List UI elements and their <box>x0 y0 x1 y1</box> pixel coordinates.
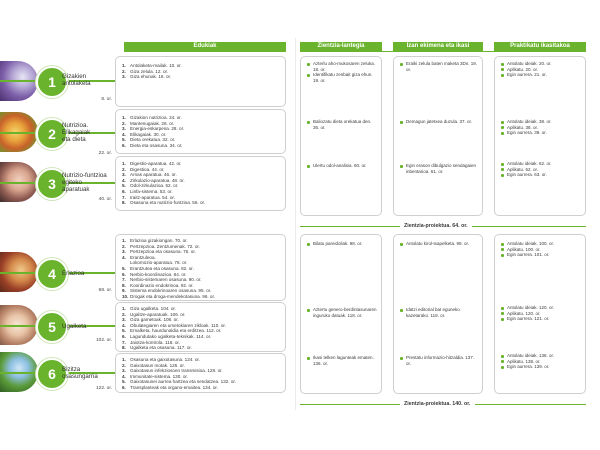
list-item: 4. Zirkulazio-aparatua. 48. or. <box>122 177 185 183</box>
praktikatu-column-bottom <box>494 234 586 394</box>
unit-4-number-badge: 4 <box>36 258 68 290</box>
list-item: Antolatu ideiak. 120. or. <box>501 305 581 311</box>
list-item: 2. Pertzepzioa. Zentzumenak. 72. or. <box>122 243 200 249</box>
list-item: Aplikatu. 120. or. <box>501 311 581 317</box>
list-item: 2. Mantenugaiak. 26. or. <box>122 120 175 126</box>
unit-2-page: 22. or. <box>98 151 112 156</box>
lantegia-unit-5 <box>307 307 377 318</box>
unit-5-title: Ugalketa <box>62 323 87 330</box>
praktikatu-unit-6 <box>501 353 581 370</box>
list-item: 7. Jaiotza-kontrola. 116. or. <box>122 339 180 345</box>
list-item: 1. Digestio-aparatua. 42. or. <box>122 161 182 166</box>
list-item: 6. Transplanteak eta organo-emaitea. 134. or. <box>122 384 218 390</box>
list-item: Demagun jatetxea duzula. 37. or. <box>400 119 478 125</box>
praktikatu-unit-2 <box>501 119 581 136</box>
list-item: 5. Gaixotasunei aurrea hartzea eta sendatzea. 132. or. <box>122 379 236 385</box>
list-item: 3. Gaixotasun infekziosoen transmisioa. 128. or. <box>122 368 223 374</box>
list-item: 3. Giza ehunak. 16. or. <box>122 74 172 80</box>
list-item: 1. Osasuna eta gaixotasuna. 124. or. <box>122 357 200 362</box>
list-item: 2. Giza zelula. 12. or. <box>122 68 169 74</box>
list-item: 10. Drogak eta droga-mendekotasuna. 96. or. <box>122 293 216 299</box>
ekimena-unit-2 <box>400 119 478 125</box>
list-item: Egin aurrera. 21. or. <box>501 72 581 78</box>
ekimena-column-top <box>393 56 483 216</box>
lantegia-column-top <box>300 56 382 216</box>
unit-3 <box>0 160 120 208</box>
list-item: Azterlu aho-mukosaren zeluka. 18. or. <box>307 61 377 72</box>
list-item: Aplikatu. 62. or. <box>501 167 581 173</box>
unit-2 <box>0 108 120 158</box>
list-item: Egin aurrera. 39. or. <box>501 130 581 136</box>
list-item: Idatzi editorial bat eguneko kazetarako. 119. or. <box>400 307 478 318</box>
list-item: Ikasi telken lagunteak ematen. 136. or. <box>307 355 377 366</box>
list-item: 4. Elikagaiak. 30. or. <box>122 131 167 137</box>
lantegia-unit-1 <box>307 61 377 83</box>
praktikatu-unit-5 <box>501 305 581 322</box>
list-item: 3. Pertzepzioa eta osasuna. 76. or. <box>122 249 196 255</box>
list-item: Aplikatu. 138. or. <box>501 359 581 365</box>
list-item: 5. Odol-zirkulazioa. 52. or. <box>122 183 179 189</box>
list-item: Egin aurrera. 101. or. <box>501 252 581 258</box>
list-item: 4. Immunitate-sistema. 130. or. <box>122 373 188 379</box>
list-item: Aztertu genero-berdintasunaren inguruko datuak. 118. or. <box>307 307 377 318</box>
project-2-banner <box>300 400 586 408</box>
unit-5-contents-box <box>115 302 286 352</box>
list-item: Antolatu ideiak. 138. or. <box>501 353 581 359</box>
list-item: Lokomozio-aparatua. 78. or. <box>130 260 188 266</box>
ekimena-unit-1 <box>400 61 478 72</box>
list-item: Egin aurrera. 63. or. <box>501 172 581 178</box>
praktikatu-column-top <box>494 56 586 216</box>
unit-4-contents-box <box>115 234 286 301</box>
list-item: Antolatu ideiak. 100. or. <box>501 241 581 247</box>
list-item: 4. Erantzuleoa. <box>122 254 156 260</box>
list-item: Eraiki zelula baten maketa 3Dn. 19. or. <box>400 61 478 72</box>
list-item: 3. Arnas aparatua. 46. or. <box>122 172 177 178</box>
unit-6 <box>0 350 120 396</box>
ekimena-column-bottom <box>393 234 483 394</box>
list-item: 6. Nerbio-koordinazioa. 84. or. <box>122 271 187 277</box>
list-item: Identifikatu zenbait giza ehun. 19. or. <box>307 72 377 83</box>
list-item: 8. Osasuna eta nutrizio-funtzioa. 56. or. <box>122 200 206 206</box>
unit-3-contents-box <box>115 156 286 211</box>
list-item: 7. Iraitz-aparatua. 54. or. <box>122 194 175 200</box>
list-item: 8. Koordinazio endokrinoa. 92. or. <box>122 282 194 288</box>
list-item: Aplikatu. 20. or. <box>501 67 581 73</box>
list-item: 1. Erlazioa gizakiongan. 70. or. <box>122 238 188 243</box>
list-item: 2. Gaixotasun motak. 126. or. <box>122 362 185 368</box>
lantegia-unit-6 <box>307 355 377 366</box>
unit-2-contents-list <box>122 115 281 149</box>
list-item: 2. Digestioa. 44. or. <box>122 166 165 172</box>
lantegia-unit-4 <box>307 241 377 247</box>
header-zientzia-lantegia: Zientzia-lantegia <box>300 42 382 51</box>
page-fold <box>295 38 296 410</box>
list-item: 1. Antolaketa-mailak. 10. or. <box>122 63 182 68</box>
praktikatu-unit-1 <box>501 61 581 78</box>
unit-3-contents-list <box>122 161 281 206</box>
unit-3-number-badge: 3 <box>36 168 68 200</box>
list-item: 3. Energia-eskarpena. 28. or. <box>122 126 185 132</box>
unit-6-contents-box <box>115 353 286 393</box>
header-underline-right <box>300 51 586 52</box>
list-item: 5. Ernalketa, haurdunaldia eta erditzea. 112. or. <box>122 328 222 334</box>
list-item: 5. Erantzutea eta osasuna. 82. or. <box>122 265 194 271</box>
unit-6-number-badge: 6 <box>36 358 68 390</box>
list-item: 1. Gizakion nutrizioa. 24. or. <box>122 115 182 120</box>
unit-3-title: Nutrizio-funtzioa egiteko aparatuak <box>62 172 107 194</box>
list-item: 7. Nerbio-sistemaren osasuna. 90. or. <box>122 277 202 283</box>
praktikatu-unit-4 <box>501 241 581 258</box>
ekimena-unit-3 <box>400 163 478 174</box>
project-1-banner <box>300 222 586 230</box>
list-item: Antolatu ideiak. 38. or. <box>501 119 581 125</box>
lantegia-unit-3 <box>307 163 377 169</box>
ekimena-unit-6 <box>400 355 478 366</box>
unit-2-title: Nutrizioa. Elikagaiak eta dieta <box>62 122 91 144</box>
unit-5-contents-list <box>122 306 281 351</box>
unit-6-title: Bizitza osasungarria <box>62 366 98 381</box>
lantegia-column-bottom <box>300 234 382 394</box>
header-praktikatu: Praktikatu ikasitakoa <box>494 42 586 51</box>
ekimena-unit-4 <box>400 241 478 247</box>
unit-4 <box>0 250 120 296</box>
list-item: 1. Giza ugalketa. 104. or. <box>122 306 176 311</box>
project-1-label: Zientzia-proiektua. 64. or. <box>400 222 472 230</box>
unit-6-contents-list <box>122 357 281 391</box>
list-item: Prestatu informazio-hitzaldia. 137. or. <box>400 355 478 366</box>
unit-4-title: Erlazioa <box>62 270 85 277</box>
unit-2-contents-box <box>115 109 286 154</box>
list-item: Aplikatu. 100. or. <box>501 247 581 253</box>
header-edukiak: Edukiak <box>124 42 286 51</box>
unit-6-page: 122. or. <box>95 386 112 391</box>
unit-1-number-badge: 1 <box>36 66 68 98</box>
list-item: Egin aurrera. 121. or. <box>501 316 581 322</box>
header-izan-ekimena: Izan ekimena eta ikasi <box>393 42 483 51</box>
unit-1-contents-box <box>115 56 286 107</box>
project-2-label: Zientzia-proiektua. 140. or. <box>400 400 475 408</box>
unit-1-page: 8. or. <box>101 97 112 102</box>
unit-5 <box>0 303 120 349</box>
unit-2-number-badge: 2 <box>36 118 68 150</box>
list-item: 4. Obulategiaren eta umetokiaren zikloak. 110. or. <box>122 322 226 328</box>
list-item: Aplikatu. 38. or. <box>501 125 581 131</box>
unit-1 <box>0 58 120 104</box>
unit-4-contents-list <box>122 238 281 300</box>
list-item: Antolatu ideiak. 20. or. <box>501 61 581 67</box>
list-item: Egin erason dibulgazio sendagaien inbentarioa. 61. or. <box>400 163 478 174</box>
list-item: 6. Linfa-sistema. 53. or. <box>122 188 173 194</box>
ekimena-unit-5 <box>400 307 478 318</box>
praktikatu-unit-3 <box>501 161 581 178</box>
list-item: Antolatu ideiak. 62. or. <box>501 161 581 167</box>
list-item: 2. Ugaltze-aparatuak. 106. or. <box>122 311 186 317</box>
unit-5-number-badge: 5 <box>36 311 68 343</box>
list-item: 6. Lagundutako ugalketa-teknikak. 114. or. <box>122 333 212 339</box>
list-item: Bilatu pareidoliak. 98. or. <box>307 241 377 247</box>
unit-4-page: 68. or. <box>98 288 112 293</box>
unit-3-page: 40. or. <box>98 197 112 202</box>
list-item: Baliozatu dieta orekatua den. 36. or. <box>307 119 377 130</box>
unit-5-page: 102. or. <box>95 338 112 343</box>
list-item: 6. Dieta eta osasuna. 34. or. <box>122 142 183 148</box>
unit-1-contents-list <box>122 63 281 80</box>
list-item: Antolatu kirol-txapelketa. 99. or. <box>400 241 478 247</box>
lantegia-unit-2 <box>307 119 377 130</box>
list-item: 9. Sistema endokrinoaren osasuna. 95. or. <box>122 288 212 294</box>
header-underline-left <box>124 51 286 52</box>
unit-1-title: Gizakien antolaketa <box>62 73 91 88</box>
list-item: 3. Giza gametoak. 108. or. <box>122 317 179 323</box>
list-item: Egin aurrera. 139. or. <box>501 364 581 370</box>
list-item: Ulertu odol-analisia. 60. or. <box>307 163 377 169</box>
list-item: 5. Dieta orekatua. 32. or. <box>122 137 176 143</box>
list-item: 8. Ugalketa eta osasuna. 117. or. <box>122 345 192 351</box>
